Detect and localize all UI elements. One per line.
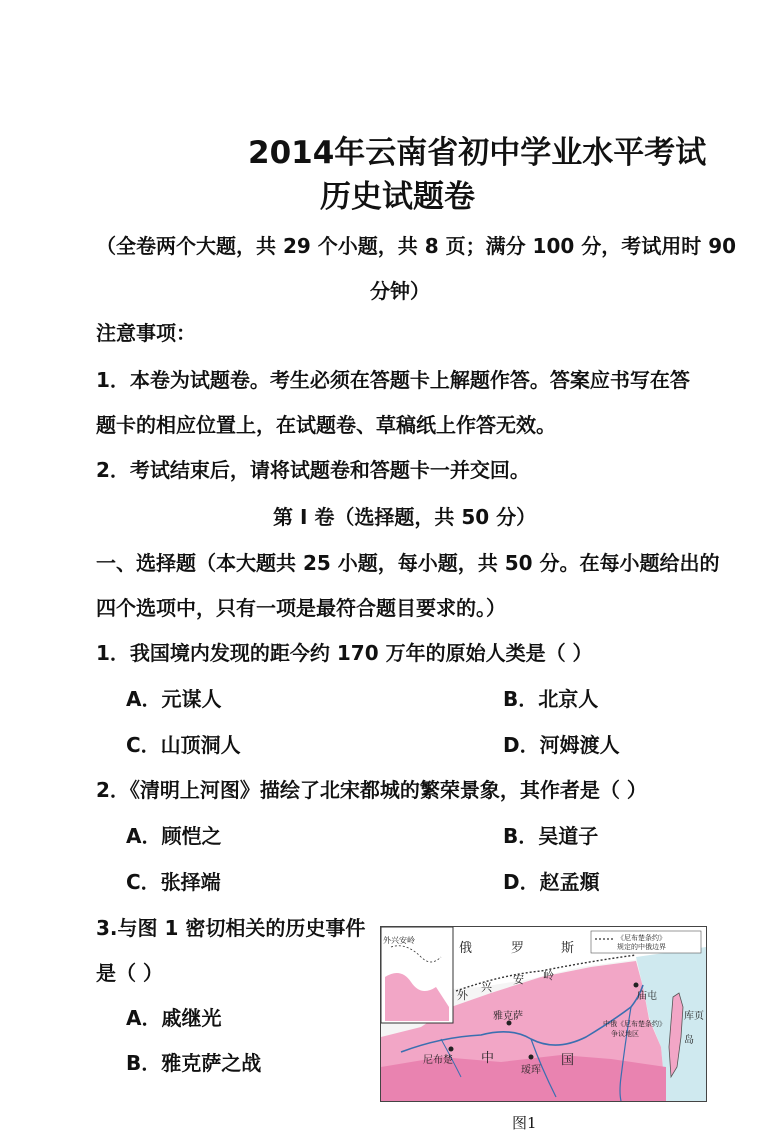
question-2-option-c: C．张择端 [126, 870, 221, 894]
question-1-option-b: B．北京人 [503, 687, 599, 711]
map-label-china-2: 国 [561, 1053, 575, 1068]
map-graphic [381, 927, 706, 1101]
historical-map-figure [380, 926, 707, 1102]
notice-item-1-line1: 1．本卷为试题卷。考生必须在答题卡上解题作答。答案应书写在答 [96, 368, 690, 392]
question-1-option-d: D．河姆渡人 [503, 733, 620, 757]
map-label-kuye: 库页 [684, 1011, 704, 1022]
notice-heading: 注意事项： [96, 321, 196, 345]
map-label-an: 安 [513, 973, 524, 986]
figure-caption: 图1 [512, 1114, 537, 1132]
map-label-russia-3: 斯 [561, 941, 575, 956]
paper-title: 历史试题卷 [320, 179, 475, 215]
map-label-china-1: 中 [481, 1051, 495, 1066]
map-label-miaojie: 庙屯 [637, 991, 657, 1002]
map-label-dao: 岛 [684, 1035, 694, 1046]
question-3-stem-line2: 是（ ） [96, 961, 163, 985]
exam-info-line2: 分钟） [370, 279, 430, 303]
notice-item-1-line2: 题卡的相应位置上，在试题卷、草稿纸上作答无效。 [96, 413, 556, 437]
map-label-dispute-1: 中俄《尼布楚条约》 [603, 1020, 666, 1028]
map-label-wai: 外 [457, 989, 468, 1002]
question-2-option-a: A．顾恺之 [126, 824, 222, 848]
map-label-yakesa: 雅克萨 [493, 1011, 523, 1022]
section-instruction-line2: 四个选项中，只有一项是最符合题目要求的。） [96, 596, 506, 620]
map-label-nibuchu: 尼布楚 [423, 1055, 453, 1066]
map-label-wai-xing-an-ling: 外兴安岭 [383, 936, 415, 945]
question-1-stem: 1．我国境内发现的距今约 170 万年的原始人类是（ ） [96, 641, 593, 665]
question-2-option-b: B．吴道子 [503, 824, 599, 848]
map-label-dispute-2: 争议地区 [611, 1030, 639, 1038]
map-label-aihui: 瑷珲 [521, 1065, 541, 1076]
map-label-xing: 兴 [481, 981, 492, 994]
question-3-option-b: B．雅克萨之战 [126, 1051, 262, 1075]
section-instruction-line1: 一、选择题（本大题共 25 小题，每小题，共 50 分。在每小题给出的 [96, 551, 720, 575]
question-2-stem: 2．《清明上河图》描绘了北宋都城的繁荣景象，其作者是（ ） [96, 778, 647, 802]
question-1-option-c: C．山顶洞人 [126, 733, 241, 757]
map-label-russia-1: 俄 [459, 941, 473, 956]
notice-item-2: 2．考试结束后，请将试题卷和答题卡一并交回。 [96, 458, 530, 482]
exam-title: 2014年云南省初中学业水平考试 [248, 135, 707, 171]
map-label-ling: 岭 [543, 969, 554, 982]
question-1-option-a: A．元谋人 [126, 687, 222, 711]
map-legend-line2: 规定的中俄边界 [617, 943, 666, 951]
question-3-option-a: A．戚继光 [126, 1006, 222, 1030]
part-title: 第 I 卷（选择题，共 50 分） [273, 505, 537, 529]
question-3-stem-line1: 3.与图 1 密切相关的历史事件 [96, 916, 366, 940]
question-2-option-d: D．赵孟頫 [503, 870, 600, 894]
map-legend-line1: 《尼布楚条约》 [617, 934, 666, 942]
map-label-russia-2: 罗 [511, 941, 525, 956]
exam-info-line1: （全卷两个大题，共 29 个小题，共 8 页；满分 100 分，考试用时 90 [96, 234, 737, 258]
